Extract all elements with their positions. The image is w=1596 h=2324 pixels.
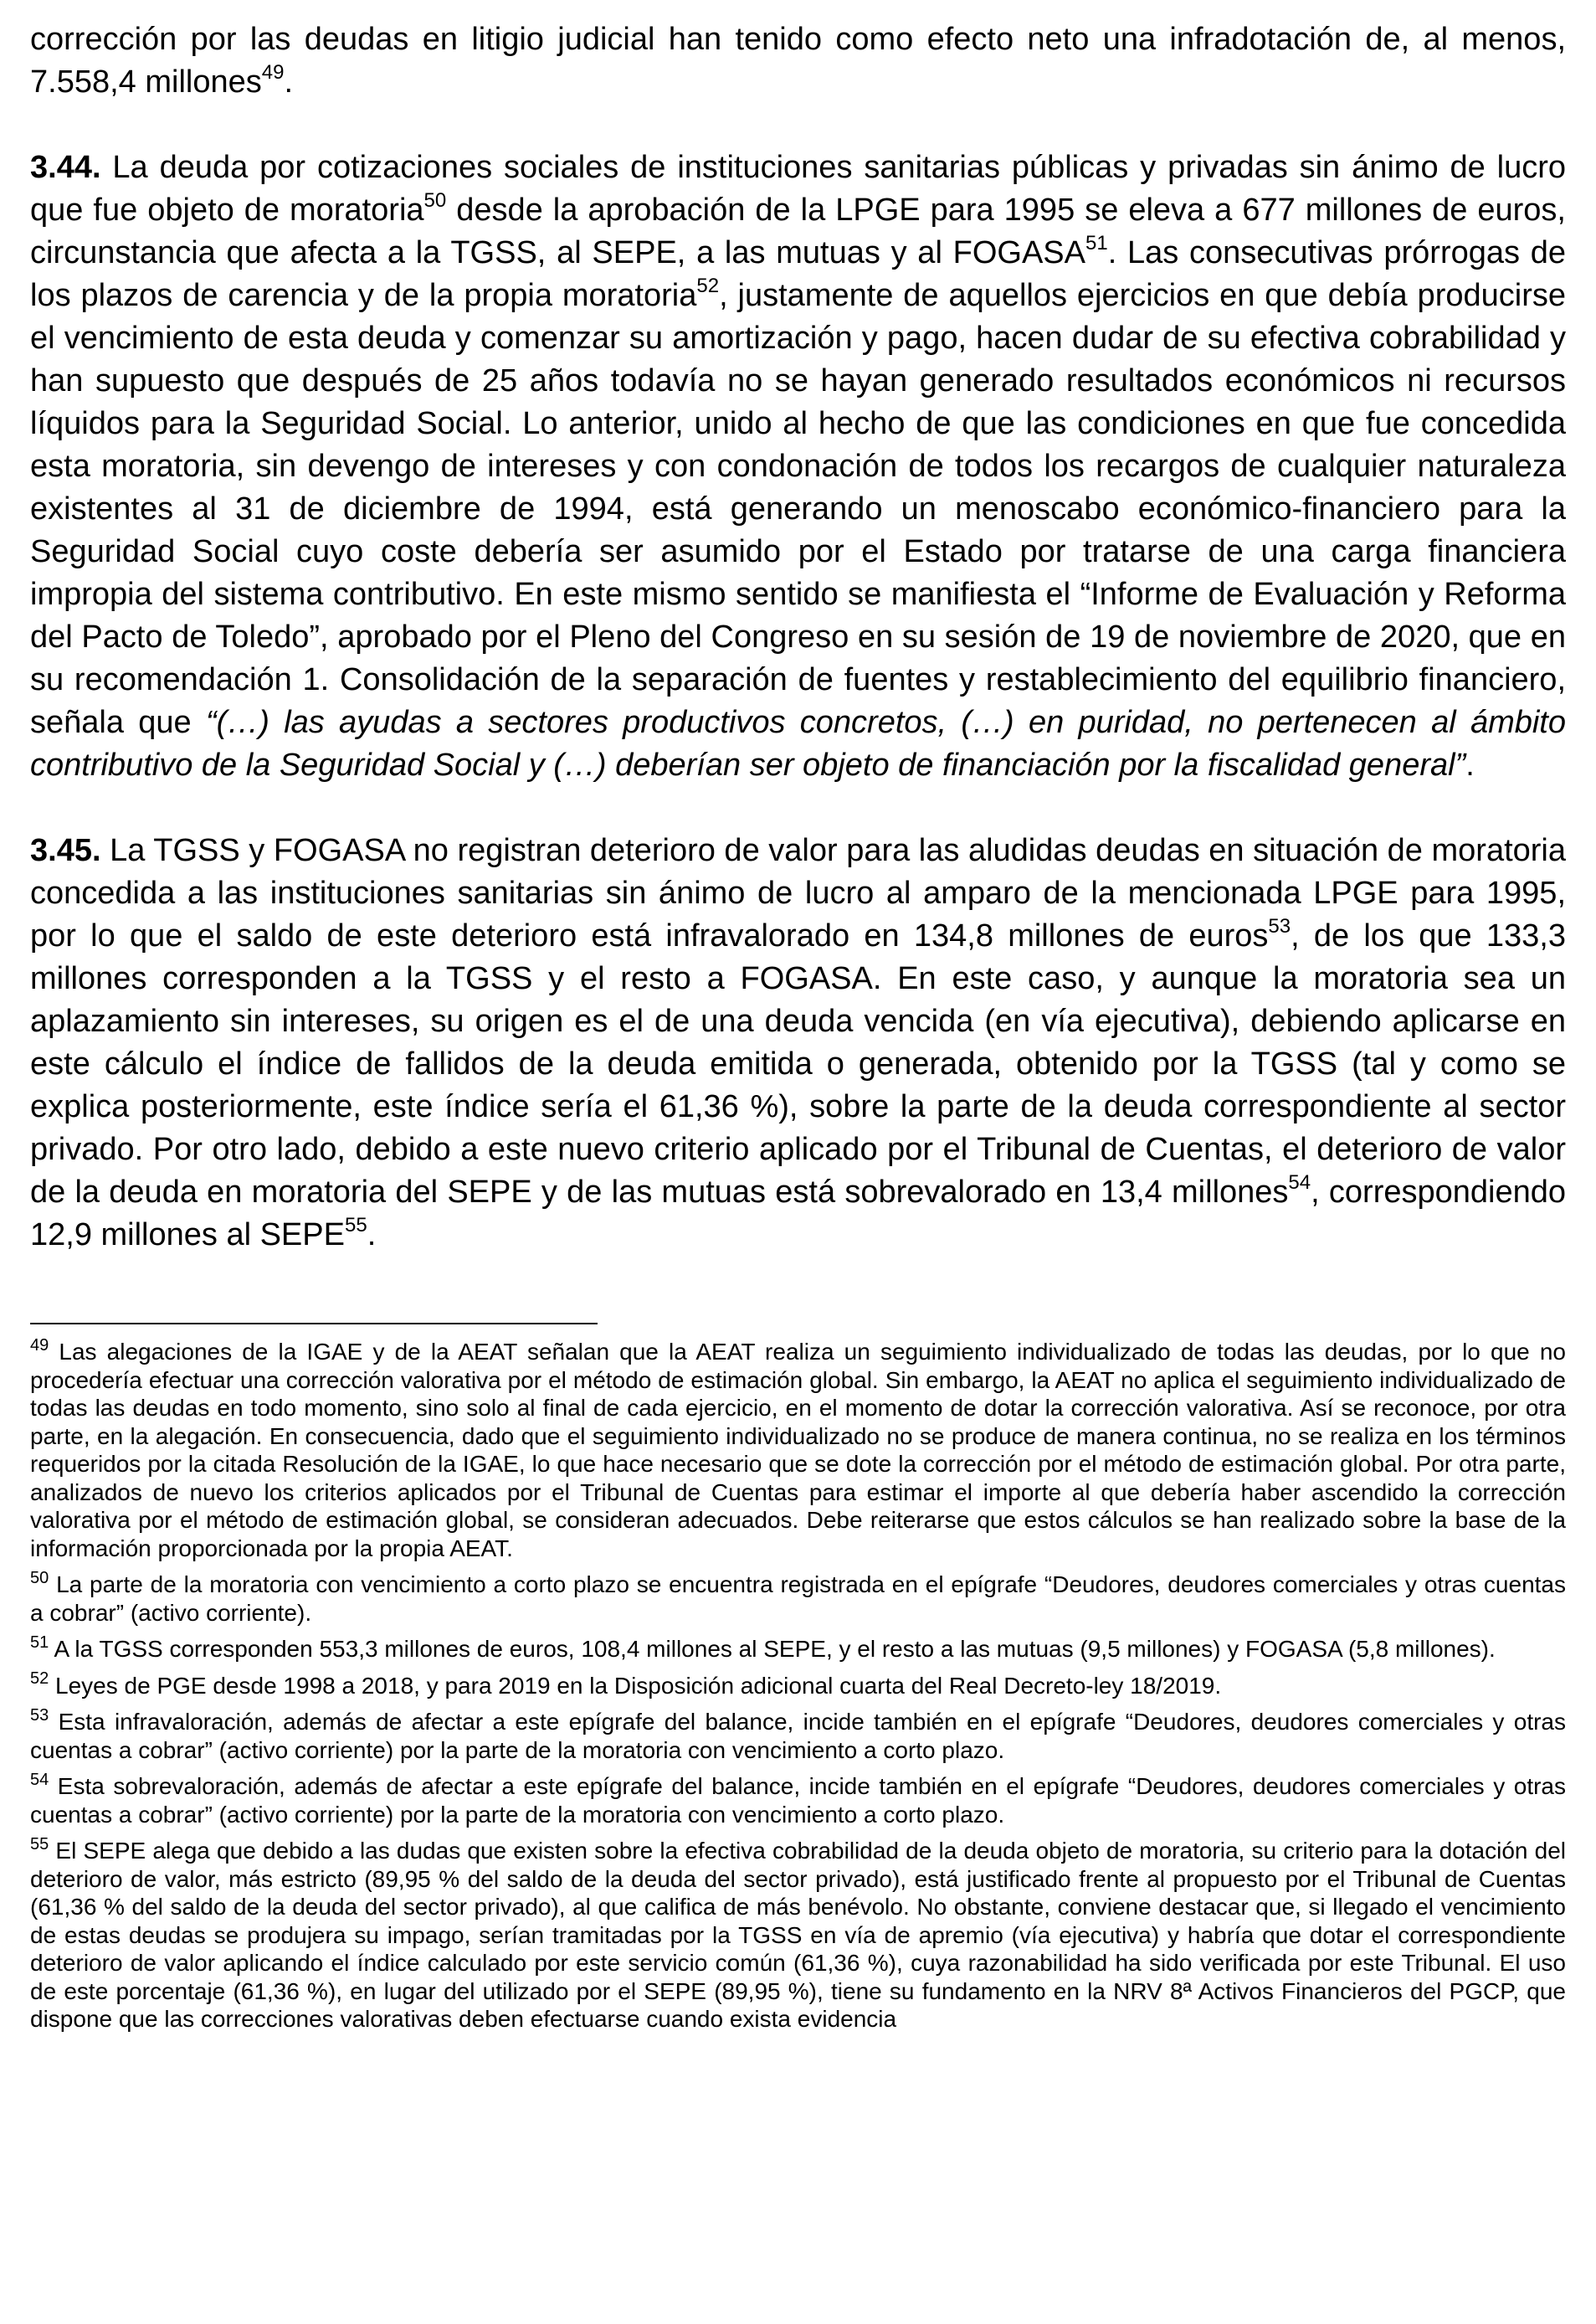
- footnote-ref-55[interactable]: 55: [344, 1214, 367, 1237]
- intro-text: corrección por las deudas en litigio judicial han tenido como efecto neto una infradotación de, al menos, 7.558,4 millones: [30, 22, 1566, 100]
- footnote-53: [30, 1705, 1566, 1764]
- intro-tail: .: [284, 64, 293, 100]
- footnote-number: 54: [30, 1770, 49, 1789]
- footnote-54: [30, 1772, 1566, 1828]
- footnote-number: 50: [30, 1568, 49, 1587]
- paragraph-text: La TGSS y FOGASA no registran deterioro de valor para las aludidas deudas en situación de moratoria concedida a las instituciones sanitarias sin ánimo de lucro al amparo de la mencionada LPGE para 1995, por lo que el saldo de este deterioro está infravalorado en 134,8 millones de euros: [30, 833, 1566, 954]
- paragraph-text: . Las consecutivas prórrogas de los plazos de carencia y de la propia moratoria: [30, 235, 1566, 313]
- document-page: [30, 18, 1566, 2042]
- paragraph-text: , justamente de aquellos ejercicios en que debía producirse el vencimiento de esta deuda y comenzar su amortización y pago, hacen dudar de su efectiva cobrabilidad y han supuesto que después de 25 años todavía no se hayan generado resultados económicos ni recursos líquidos para la Seguridad Social. Lo anterior, unido al hecho de que las condiciones en que fue concedida esta moratoria, sin devengo de intereses y con condonación de todos los recargos de cualquier naturaleza existentes al 31 de diciembre de 1994, está generando un menoscabo económico-financiero para la Seguridad Social cuyo coste debería ser asumido por el Estado por tratarse de una carga financiera impropia del sistema contributivo. En este mismo sentido se manifiesta el “Informe de Evaluación y Reforma del Pacto de Toledo”, aprobado por el Pleno del Congreso en su sesión de 19 de noviembre de 2020, que en su recomendación 1. Consolidación de la separación de fuentes y restablecimiento del equilibrio financiero, señala que: [30, 278, 1566, 740]
- footnote-text: Esta infravaloración, además de afectar a este epígrafe del balance, incide también en el epígrafe “Deudores, deudores comerciales y otras cuentas a cobrar” (activo corriente) por la parte de la moratoria con vencimiento a corto plazo.: [30, 1709, 1566, 1763]
- paragraph-intro: [30, 18, 1566, 104]
- footnote-55: [30, 1834, 1566, 2034]
- paragraph-text: , de los que 133,3 millones corresponden a la TGSS y el resto a FOGASA. En este caso, y aunque la moratoria sea un aplazamiento sin intereses, su origen es el de una deuda vencida (en vía ejecutiva), debiendo aplicarse en este cálculo el índice de fallidos de la deuda emitida o generada, obtenido por la TGSS (tal y como se explica posteriormente, este índice sería el 61,36 %), sobre la parte de la deuda correspondiente al sector privado. Por otro lado, debido a este nuevo criterio aplicado por el Tribunal de Cuentas, el deterioro de valor de la deuda en moratoria del SEPE y de las mutuas está sobrevalorado en 13,4 millones: [30, 918, 1566, 1210]
- footnote-50: [30, 1568, 1566, 1627]
- footnote-ref-54[interactable]: 54: [1288, 1171, 1311, 1195]
- footnote-51: [30, 1632, 1566, 1663]
- footnote-separator: [30, 1323, 598, 1324]
- paragraph-text: La deuda por cotizaciones sociales de instituciones sanitarias públicas y privadas sin ánimo de lucro que fue objeto de moratoria: [30, 150, 1566, 228]
- footnote-number: 55: [30, 1834, 49, 1854]
- footnote-number: 51: [30, 1632, 49, 1652]
- footnote-ref-53[interactable]: 53: [1268, 915, 1291, 938]
- footnote-52: [30, 1669, 1566, 1700]
- footnote-text: El SEPE alega que debido a las dudas que existen sobre la efectiva cobrabilidad de la deuda objeto de moratoria, su criterio para la dotación del deterioro de valor, más estricto (89,95 % del saldo de la deuda del sector privado), está justificado frente al propuesto por el Tribunal de Cuentas (61,36 % del saldo de la deuda del sector privado), al que califica de más benévolo. No obstante, conviene destacar que, si llegado el vencimiento de estas deudas se produjera su impago, serían tramitadas por la TGSS en vía de apremio (vía ejecutiva) y habría que dotar el correspondiente deterioro de valor aplicando el índice calculado por este servicio común (61,36 %), cuya razonabilidad ha sido verificada por este Tribunal. El uso de este porcentaje (61,36 %), en lugar del utilizado por el SEPE (89,95 %), tiene su fundamento en la NRV 8ª Activos Financieros del PGCP, que dispone que las correcciones valorativas deben efectuarse cuando exista evidencia: [30, 1838, 1566, 2032]
- paragraph-3-45: [30, 830, 1566, 1257]
- paragraph-number: 3.44.: [30, 150, 101, 185]
- footnote-text: Leyes de PGE desde 1998 a 2018, y para 2019 en la Disposición adicional cuarta del Real Decreto-ley 18/2019.: [49, 1672, 1222, 1699]
- paragraph-text: , correspondiendo 12,9 millones al SEPE: [30, 1175, 1566, 1252]
- footnote-number: 53: [30, 1705, 49, 1725]
- paragraph-3-44: [30, 147, 1566, 787]
- footnote-ref-52[interactable]: 52: [696, 275, 720, 298]
- paragraph-end: .: [367, 1217, 377, 1252]
- paragraph-number: 3.45.: [30, 833, 101, 868]
- footnote-ref-51[interactable]: 51: [1085, 232, 1108, 255]
- footnote-text: Las alegaciones de la IGAE y de la AEAT señalan que la AEAT realiza un seguimiento individualizado de todas las deudas, por lo que no procedería efectuar una corrección valorativa por el método de estimación global. Sin embargo, la AEAT no aplica el seguimiento individualizado de todas las deudas en todo momento, sino solo al final de cada ejercicio, en el momento de dotar la corrección valorativa. Así se reconoce, por otra parte, en la alegación. En consecuencia, dado que el seguimiento individualizado no se produce de manera continua, no se realiza en los términos requeridos por la citada Resolución de la IGAE, lo que hace necesario que se dote la corrección por el método de estimación global. Por otra parte, analizados de nuevo los criterios aplicados por el Tribunal de Cuentas para estimar el importe al que debería haber ascendido la corrección valorativa por el método de estimación global, se consideran adecuados. Debe reiterarse que estos cálculos se han realizado sobre la base de la información proporcionada por la propia AEAT.: [30, 1339, 1566, 1561]
- footnotes: [30, 1335, 1566, 2034]
- footnote-ref-49[interactable]: 49: [261, 61, 285, 85]
- paragraph-end: .: [1465, 748, 1475, 783]
- footnote-text: La parte de la moratoria con vencimiento a corto plazo se encuentra registrada en el epígrafe “Deudores, deudores comerciales y otras cuentas a cobrar” (activo corriente).: [30, 1571, 1566, 1626]
- footnote-text: A la TGSS corresponden 553,3 millones de euros, 108,4 millones al SEPE, y el resto a las mutuas (9,5 millones) y FOGASA (5,8 millones).: [49, 1636, 1496, 1662]
- footnote-ref-50[interactable]: 50: [423, 189, 447, 213]
- italic-quote: “(…) las ayudas a sectores productivos concretos, (…) en puridad, no pertenecen al ámbito contributivo de la Seguridad Social y (…) deberían ser objeto de financiación por la fiscalidad general”: [30, 705, 1566, 783]
- footnote-number: 49: [30, 1335, 49, 1355]
- footnote-number: 52: [30, 1669, 49, 1689]
- paragraph-text: desde la aprobación de la LPGE para 1995 se eleva a 677 millones de euros, circunstancia que afecta a la TGSS, al SEPE, a las mutuas y al FOGASA: [30, 193, 1566, 270]
- footnote-text: Esta sobrevaloración, además de afectar a este epígrafe del balance, incide también en el epígrafe “Deudores, deudores comerciales y otras cuentas a cobrar” (activo corriente) por la parte de la moratoria con vencimiento a corto plazo.: [30, 1773, 1566, 1828]
- footnote-49: [30, 1335, 1566, 1562]
